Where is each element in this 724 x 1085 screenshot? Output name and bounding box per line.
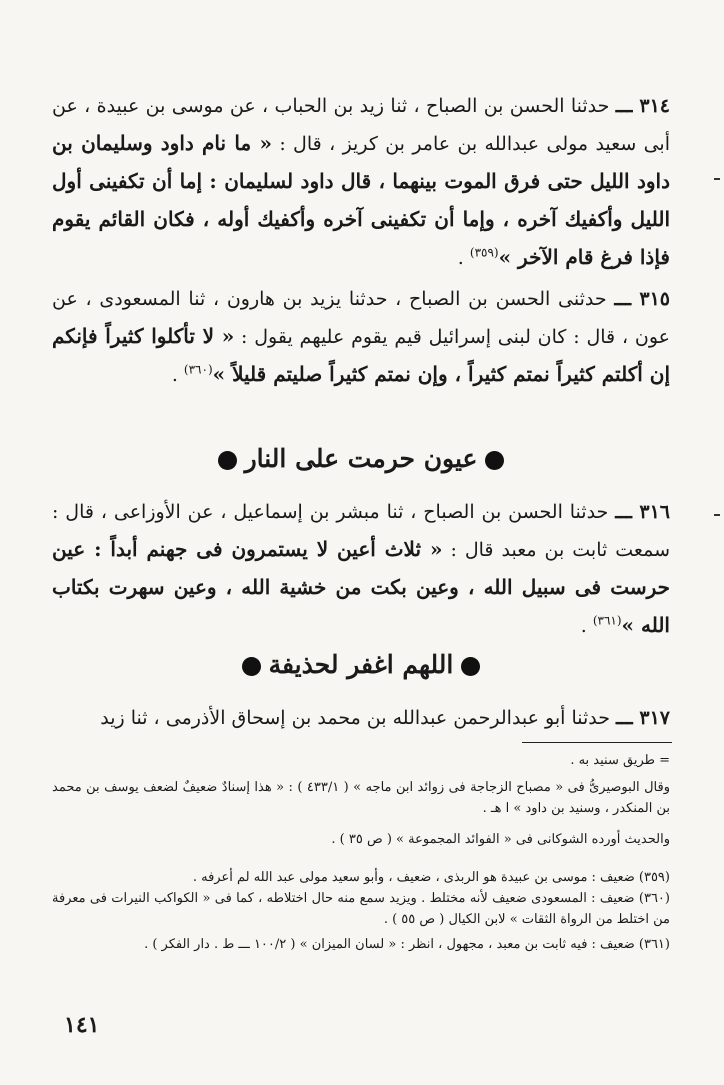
hadith-text: « ما نام داود وسليمان بن داود الليل حتى فرق الموت بينهما ، قال داود لسليمان : إما أن تكفينى أول الليل وأكفيك آخره ، وإما أن تكفينى آخره وأكفيك أوله ، فكان القائم يقوم فإذا فرغ قام الآخر »: [52, 131, 670, 269]
hadith-number: ٣١٥ ـــ: [614, 288, 670, 310]
footnote-line: وقال البوصيرىُّ فى « مصباح الزجاجة فى زوائد ابن ماجه » ( ٤٣٣/١ ) : « هذا إسنادٌ ضعيفٌ لضعف يوسف بن محمد بن المنكدر ، وسنيد بن داود » ا هـ .: [52, 780, 670, 816]
footnote-divider: [522, 742, 672, 743]
bullet-icon: [242, 657, 261, 676]
footnotes-continued: [52, 750, 670, 850]
hadith-end: .: [457, 247, 470, 269]
footnote-ref: (٣٥٩): [469, 245, 499, 260]
heading-text: اللهم اغفر لحذيفة: [268, 650, 454, 679]
hadith-isnad: حدثنا الحسن بن الصباح ، ثنا زيد بن الحباب ، عن موسى بن عبيدة ، عن أبى سعيد مولى عبدالله بن عامر بن كريز ، قال :: [52, 95, 670, 155]
hadith-isnad: حدثنا الحسن بن الصباح ، ثنا مبشر بن إسماعيل ، عن الأوزاعى ، قال : سمعت ثابت بن معبد قال :: [52, 501, 670, 561]
hadith-text: « لا تأكلوا كثيراً فإنكم إن أكلتم كثيراً نمتم كثيراً ، وإن نمتم كثيراً صليتم قليلاً »: [52, 324, 670, 386]
footnote-359: (٣٥٩) ضعيف : موسى بن عبيدة هو الربذى ، ضعيف ، وأبو سعيد مولى عبد الله لم أعرفه .: [192, 870, 670, 885]
hadith-number: ٣١٤ ـــ: [615, 95, 670, 117]
bullet-icon: [218, 451, 237, 470]
footnotes: [52, 867, 670, 955]
hadith-317: [52, 700, 670, 737]
bullet-icon: [461, 657, 480, 676]
footnote-line: = طريق سنيد به .: [570, 753, 670, 768]
margin-mark: [714, 178, 720, 180]
heading-text: عيون حرمت على النار: [244, 444, 478, 473]
hadith-number: ٣١٧ ـــ: [616, 707, 670, 729]
hadith-number: ٣١٦ ـــ: [615, 501, 670, 523]
hadith-text: « ثلاث أعين لا يستمرون فى جهنم أبداً : عين حرست فى سبيل الله ، وعين بكت من خشية الله ، وعين سهرت بكتاب الله »: [52, 537, 670, 637]
hadith-end: .: [171, 364, 184, 386]
footnote-361: (٣٦١) ضعيف : فيه ثابت بن معبد ، مجهول ، انظر : « لسان الميزان » ( ١٠٠/٢ ـــ ط . دار الفكر ) .: [144, 937, 670, 952]
footnote-ref: (٣٦١): [592, 613, 622, 628]
section-heading: [52, 439, 670, 479]
footnote-line: والحديث أورده الشوكانى فى « الفوائد المجموعة » ( ص ٣٥ ) .: [331, 832, 670, 847]
footnote-360: (٣٦٠) ضعيف : المسعودى ضعيف لأنه مختلط . ويزيد سمع منه حال اختلاطه ، كما فى « الكواكب النيرات فى معرفة من اختلط من الرواة الثقات » لابن الكيال ( ص ٥٥ ) .: [52, 891, 670, 927]
hadith-315: [52, 281, 670, 394]
hadith-isnad: حدثنا أبو عبدالرحمن عبدالله بن محمد بن إسحاق الأذرمى ، ثنا زيد: [100, 707, 610, 729]
footnote-ref: (٣٦٠): [183, 362, 213, 377]
bullet-icon: [485, 451, 504, 470]
hadith-isnad: حدثنى الحسن بن الصباح ، حدثنا يزيد بن هارون ، ثنا المسعودى ، عن عون ، قال : كان لبنى إسرائيل قيم يقوم عليهم يقول :: [52, 288, 670, 348]
page-number: ١٤١: [64, 1012, 100, 1038]
section-heading: [52, 645, 670, 685]
hadith-314: [52, 88, 670, 277]
margin-mark: [714, 514, 720, 516]
hadith-316: [52, 494, 670, 645]
hadith-end: .: [580, 615, 593, 637]
